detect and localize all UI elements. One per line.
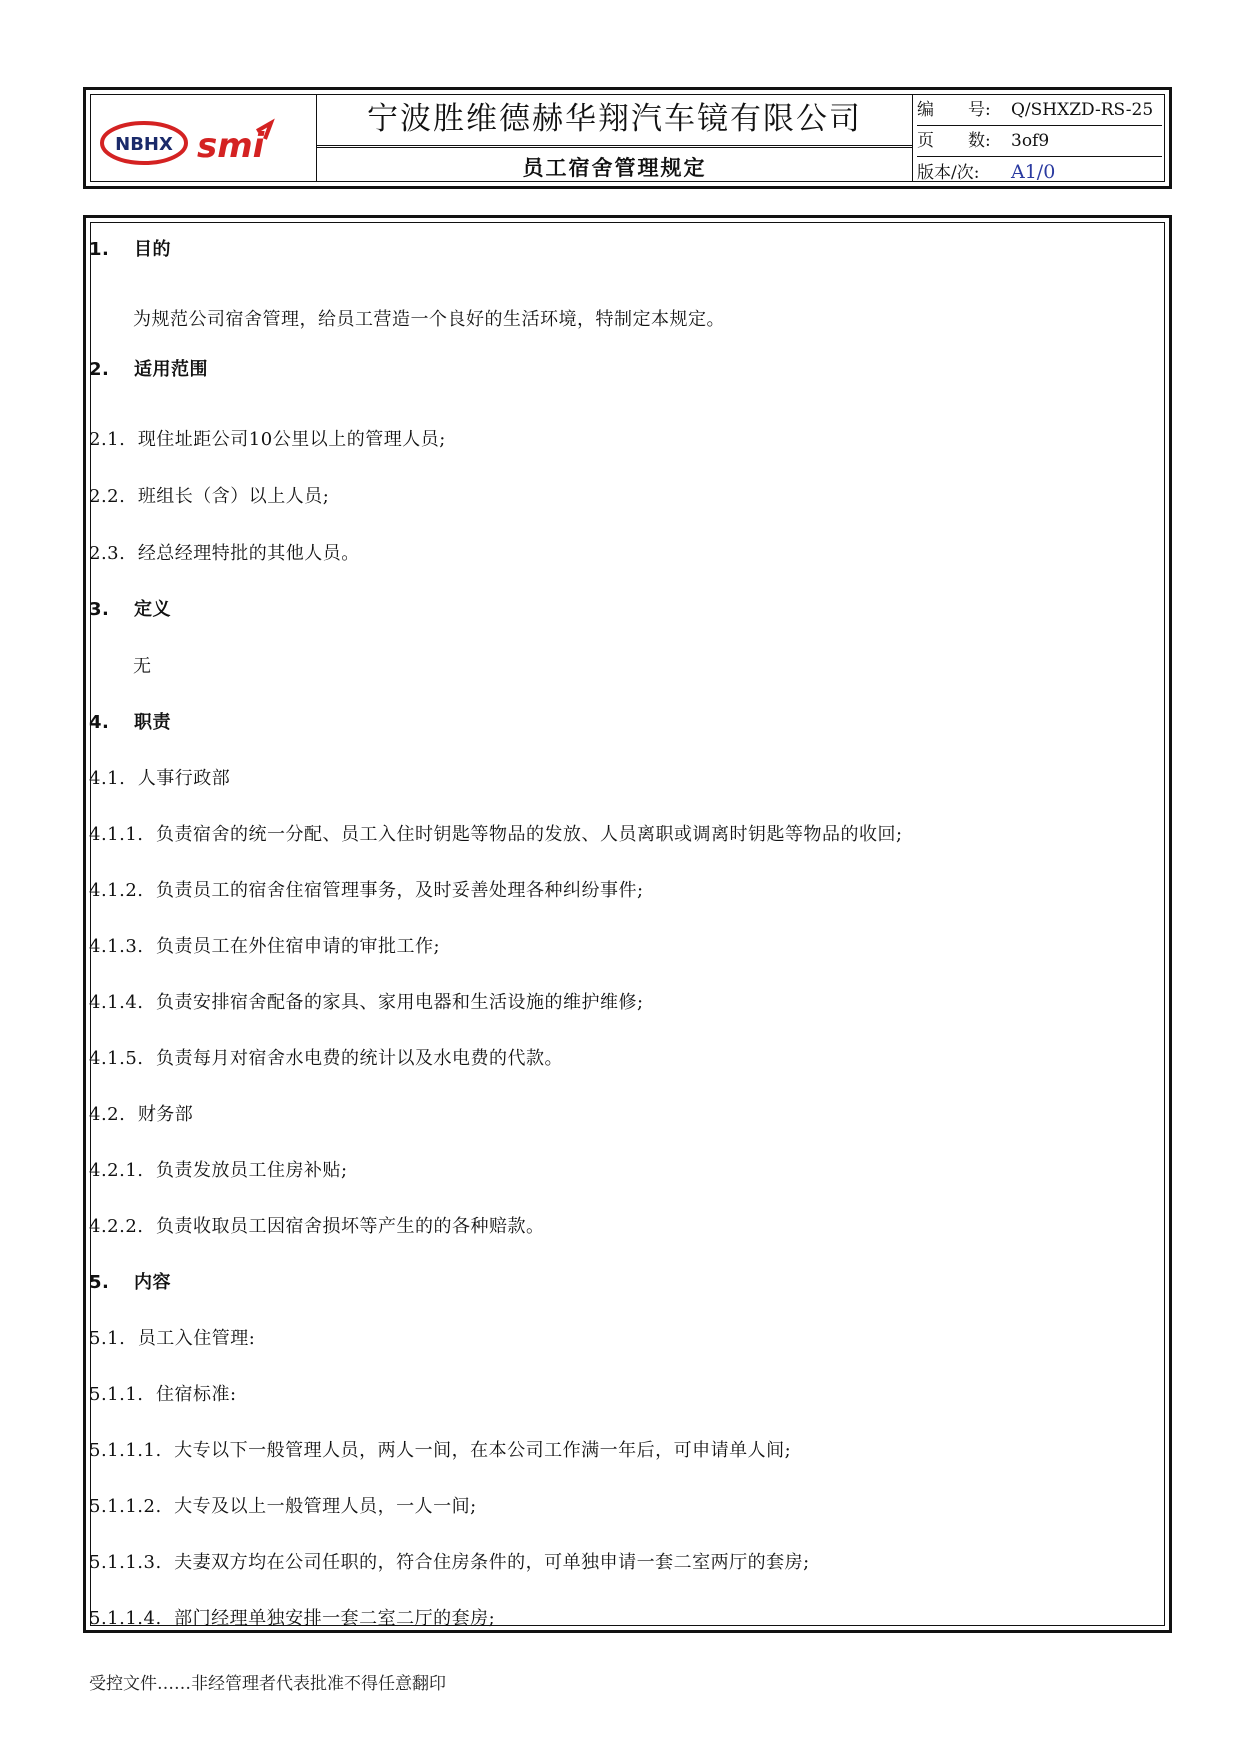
section-number: 4.1.2. (89, 880, 144, 901)
section-number: 3. (89, 599, 110, 620)
section-text: 内容 (134, 1272, 171, 1293)
section-number: 4. (89, 712, 110, 733)
section-text: 经总经理特批的其他人员。 (137, 543, 360, 564)
section-text: 住宿标准: (155, 1384, 237, 1405)
meta-code-row (917, 95, 1162, 126)
section-number: 5.1.1.2. (89, 1496, 162, 1517)
section-item (89, 482, 329, 508)
section-text: 目的 (134, 239, 171, 260)
section-text: 无 (133, 656, 152, 677)
section-number: 4.1. (89, 768, 126, 789)
section-number: 5.1.1.4. (89, 1608, 162, 1629)
section-text: 为规范公司宿舍管理，给员工营造一个良好的生活环境，特制定本规定。 (133, 309, 725, 330)
section-heading (89, 1268, 171, 1294)
code-label: 编 号: (917, 100, 991, 120)
section-item (89, 425, 446, 451)
meta-cell (913, 95, 1164, 181)
section-text: 部门经理单独安排一套二室二厅的套房; (174, 1608, 496, 1629)
section-item (89, 988, 644, 1014)
section-item (89, 1044, 563, 1070)
section-heading (89, 355, 208, 381)
section-item (133, 652, 152, 678)
section-text: 负责宿舍的统一分配、员工入住时钥匙等物品的发放、人员离职或调离时钥匙等物品的收回; (155, 824, 903, 845)
section-number: 4.1.5. (89, 1048, 144, 1069)
section-item (89, 932, 440, 958)
section-item (89, 1156, 348, 1182)
section-item (89, 1548, 810, 1574)
section-item (89, 820, 903, 846)
meta-version-row (917, 157, 1162, 187)
pages-label: 页 数: (917, 131, 991, 151)
section-text: 定义 (134, 599, 171, 620)
section-text: 班组长（含）以上人员; (137, 486, 330, 507)
section-text: 负责员工的宿舍住宿管理事务，及时妥善处理各种纠纷事件; (155, 880, 644, 901)
company-logo (99, 117, 309, 169)
meta-pages-row (917, 126, 1162, 157)
section-number: 5.1.1.1. (89, 1440, 162, 1461)
company-name: 宁波胜维德赫华翔汽车镜有限公司 (317, 95, 912, 148)
section-text: 人事行政部 (137, 768, 231, 789)
section-number: 4.1.4. (89, 992, 144, 1013)
section-item (133, 305, 725, 331)
footer-note: 受控文件……非经管理者代表批准不得任意翻印 (89, 1674, 446, 1694)
section-number: 5.1.1. (89, 1384, 144, 1405)
section-item (89, 1436, 791, 1462)
section-number: 4.1.3. (89, 936, 144, 957)
section-heading (89, 708, 171, 734)
section-number: 5.1.1.3. (89, 1552, 162, 1573)
title-cell (317, 95, 913, 181)
document-header (83, 87, 1172, 189)
logo-nbhx-text: NBHX (115, 134, 173, 155)
code-value: Q/SHXZD-RS-25 (1011, 100, 1154, 120)
section-item (89, 876, 644, 902)
document-title: 员工宿舍管理规定 (522, 156, 707, 180)
section-text: 大专以下一般管理人员，两人一间，在本公司工作满一年后，可申请单人间; (174, 1440, 792, 1461)
section-item (89, 1212, 544, 1238)
section-number: 1. (89, 239, 110, 260)
section-item (89, 1492, 477, 1518)
section-number: 5.1. (89, 1328, 126, 1349)
section-item (89, 1100, 193, 1126)
section-text: 财务部 (137, 1104, 194, 1125)
section-number: 4.1.1. (89, 824, 144, 845)
section-item (89, 764, 230, 790)
section-text: 大专及以上一般管理人员，一人一间; (174, 1496, 477, 1517)
section-text: 夫妻双方均在公司任职的，符合住房条件的，可单独申请一套二室两厅的套房; (174, 1552, 810, 1573)
section-heading (89, 595, 171, 621)
section-number: 2.1. (89, 429, 126, 450)
section-text: 负责收取员工因宿舍损坏等产生的的各种赔款。 (155, 1216, 545, 1237)
section-text: 职责 (134, 712, 171, 733)
section-number: 4.2.2. (89, 1216, 144, 1237)
pages-value: 3of9 (1011, 131, 1050, 151)
section-item (89, 1604, 495, 1630)
section-number: 2. (89, 359, 110, 380)
version-label: 版本/次: (917, 163, 980, 183)
section-heading (89, 235, 171, 261)
section-text: 适用范围 (134, 359, 208, 380)
section-text: 负责发放员工住房补贴; (155, 1160, 348, 1181)
section-text: 负责每月对宿舍水电费的统计以及水电费的代款。 (155, 1048, 563, 1069)
section-number: 4.2.1. (89, 1160, 144, 1181)
section-number: 2.3. (89, 543, 126, 564)
section-text: 负责员工在外住宿申请的审批工作; (155, 936, 441, 957)
version-value: A1/0 (1011, 161, 1056, 183)
section-item (89, 539, 360, 565)
section-item (89, 1380, 237, 1406)
section-number: 4.2. (89, 1104, 126, 1125)
logo-cell (91, 95, 317, 181)
logo-smi-text: smi (197, 126, 265, 166)
section-item (89, 1324, 255, 1350)
section-text: 负责安排宿舍配备的家具、家用电器和生活设施的维护维修; (155, 992, 644, 1013)
section-text: 员工入住管理: (137, 1328, 256, 1349)
section-text: 现住址距公司10公里以上的管理人员; (137, 429, 446, 450)
section-number: 2.2. (89, 486, 126, 507)
section-number: 5. (89, 1272, 110, 1293)
